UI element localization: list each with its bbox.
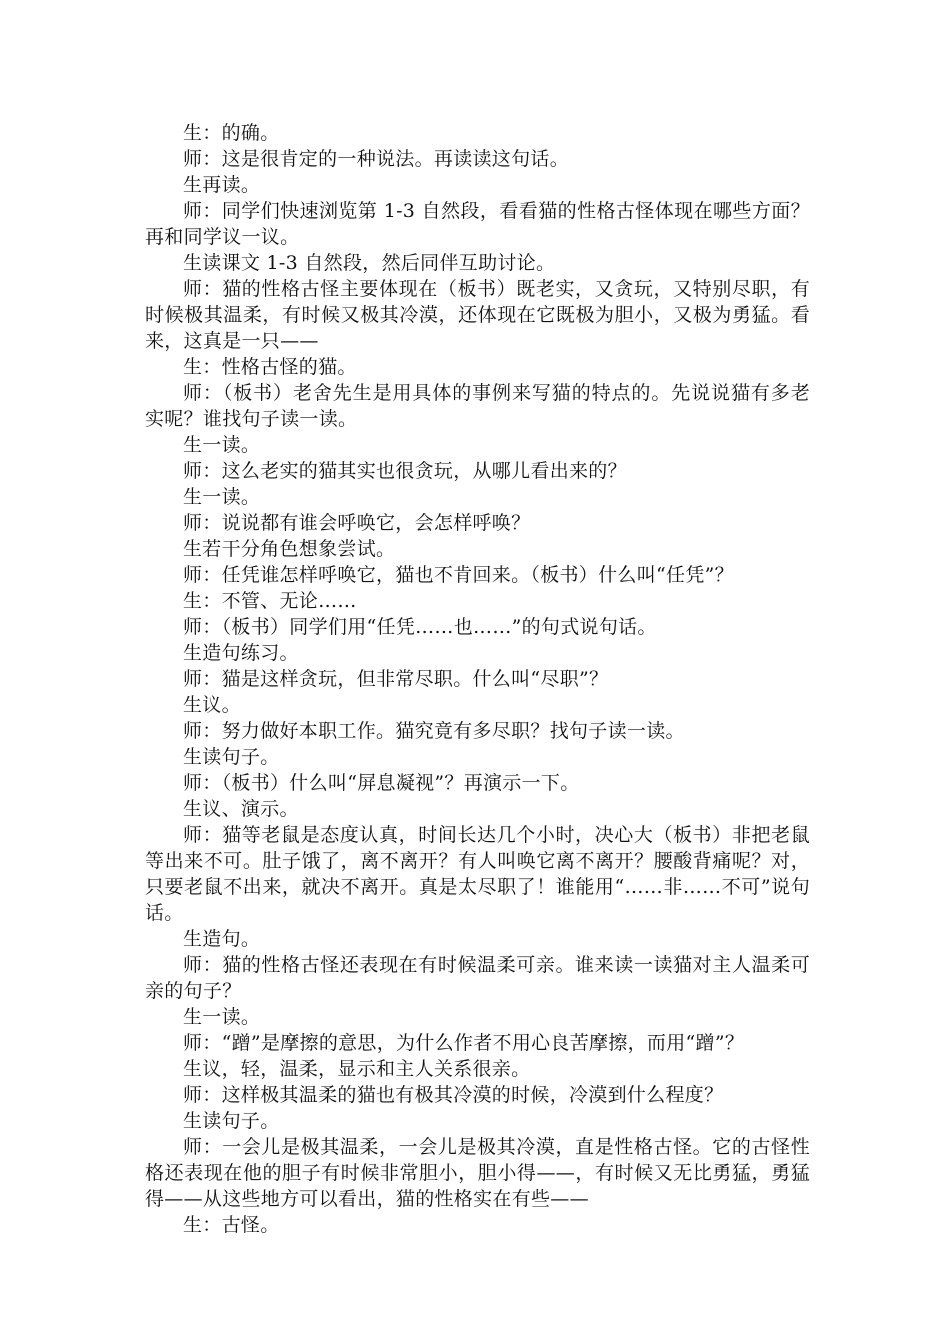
paragraph: 师：（板书）同学们用“任凭……也……”的句式说句话。	[183, 616, 657, 638]
document-body	[145, 120, 810, 1238]
paragraph: 生：性格古怪的猫。	[183, 356, 357, 378]
paragraph: 生：的确。	[183, 122, 280, 144]
paragraph: 生议、演示。	[183, 798, 299, 820]
paragraph: 生一读。	[183, 486, 261, 508]
paragraph: 生造句。	[183, 928, 261, 950]
paragraph: 师：猫的性格古怪还表现在有时候温柔可亲。谁来读一读猫对主人温柔可亲的句子？	[145, 954, 810, 1002]
paragraph: 生读句子。	[183, 746, 280, 768]
paragraph: 师：猫的性格古怪主要体现在（板书）既老实，又贪玩，又特别尽职，有时候极其温柔，有时候又极其冷漠，还体现在它既极为胆小，又极为勇猛。看来，这真是一只——	[145, 278, 810, 352]
paragraph: 生读课文 1-3 自然段，然后同伴互助讨论。	[183, 252, 556, 274]
paragraph: 师：这么老实的猫其实也很贪玩，从哪儿看出来的？	[183, 460, 627, 482]
paragraph: 师：说说都有谁会呼唤它，会怎样呼唤？	[183, 512, 531, 534]
paragraph: 师：（板书）什么叫“屏息凝视”？再演示一下。	[183, 772, 580, 794]
paragraph: 师：任凭谁怎样呼唤它，猫也不肯回来。（板书）什么叫“任凭”？	[183, 564, 734, 586]
paragraph: 师：同学们快速浏览第 1-3 自然段，看看猫的性格古怪体现在哪些方面？再和同学议一议。	[145, 200, 810, 248]
paragraph: 生再读。	[183, 174, 261, 196]
paragraph: 生议。	[183, 694, 241, 716]
paragraph: 生议，轻，温柔，显示和主人关系很亲。	[183, 1058, 531, 1080]
paragraph: 师：这是很肯定的一种说法。再读读这句话。	[183, 148, 570, 170]
paragraph: 生一读。	[183, 1006, 261, 1028]
paragraph: 生一读。	[183, 434, 261, 456]
paragraph: 师：猫等老鼠是态度认真，时间长达几个小时，决心大（板书）非把老鼠等出来不可。肚子饿了，离不离开？有人叫唤它离不离开？腰酸背痛呢？对，只要老鼠不出来，就决不离开。真是太尽职了！谁能用“……非……不可”说句话。	[145, 824, 810, 924]
paragraph: 师：这样极其温柔的猫也有极其冷漠的时候，冷漠到什么程度？	[183, 1084, 724, 1106]
paragraph: 生读句子。	[183, 1110, 280, 1132]
paragraph: 师：（板书）老舍先生是用具体的事例来写猫的特点的。先说说猫有多老实呢？谁找句子读一读。	[145, 382, 810, 430]
paragraph: 师：猫是这样贪玩，但非常尽职。什么叫“尽职”？	[183, 668, 609, 690]
paragraph: 生造句练习。	[183, 642, 299, 664]
paragraph: 师：“蹭”是摩擦的意思，为什么作者不用心良苦摩擦，而用“蹭”？	[183, 1032, 745, 1054]
paragraph: 师：努力做好本职工作。猫究竟有多尽职？找句子读一读。	[183, 720, 685, 742]
paragraph: 生：不管、无论……	[183, 590, 357, 612]
paragraph: 生若干分角色想象尝试。	[183, 538, 396, 560]
paragraph: 师：一会儿是极其温柔，一会儿是极其冷漠，直是性格古怪。它的古怪性格还表现在他的胆子有时候非常胆小，胆小得——，有时候又无比勇猛，勇猛得——从这些地方可以看出，猫的性格实在有些——	[145, 1136, 810, 1210]
paragraph: 生：古怪。	[183, 1214, 280, 1236]
